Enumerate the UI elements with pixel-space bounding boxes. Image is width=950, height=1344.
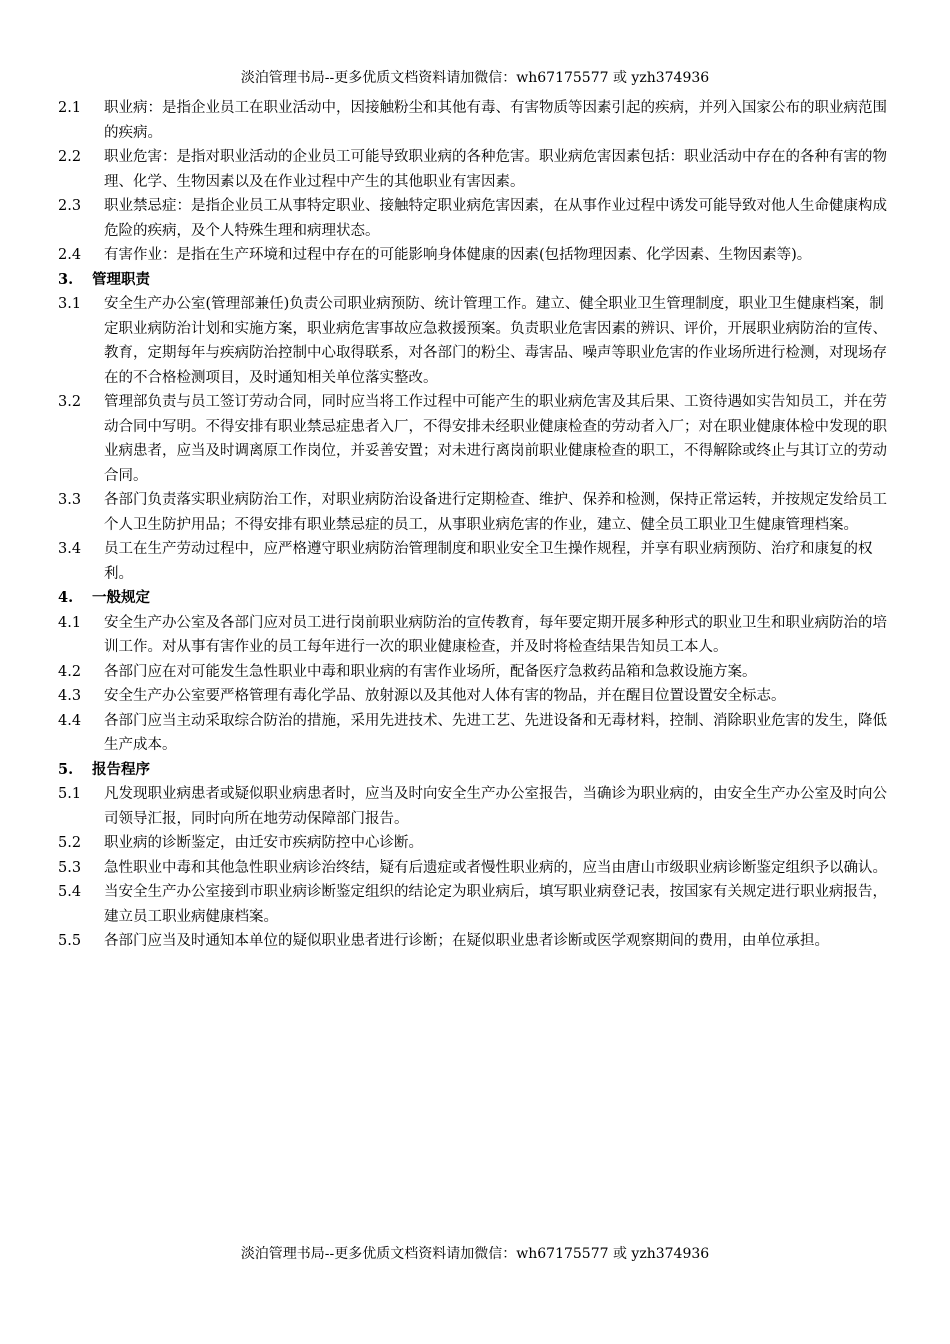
page-header: 淡泊管理书局--更多优质文档资料请加微信：wh67175577 或 yzh374936 <box>240 70 710 86</box>
clause-number: 3.2 <box>58 394 82 410</box>
document-body <box>58 96 894 954</box>
clause-item <box>58 856 894 881</box>
clause-item <box>58 537 894 586</box>
section-heading <box>58 758 894 783</box>
clause-text: 安全生产办公室(管理部兼任)负责公司职业病预防、统计管理工作。建立、健全职业卫生管理制度，职业卫生健康档案，制定职业病防治计划和实施方案，职业病危害事故应急救援预案。负责职业危害因素的辨识、评价，开展职业病防治的宣传、教育，定期每年与疾病防治控制中心取得联系，对各部门的粉尘、毒害品、噪声等职业危害的作业场所进行检测，对现场存在的不合格检测项目，及时通知相关单位落实整改。 <box>104 296 887 386</box>
clause-text: 各部门应当及时通知本单位的疑似职业患者进行诊断；在疑似职业患者诊断或医学观察期间的费用，由单位承担。 <box>104 933 829 949</box>
page-footer: 淡泊管理书局--更多优质文档资料请加微信：wh67175577 或 yzh374936 <box>240 1246 710 1262</box>
clause-number: 5.5 <box>58 933 82 949</box>
clause-item <box>58 611 894 660</box>
clause-text: 各部门应在对可能发生急性职业中毒和职业病的有害作业场所，配备医疗急救药品箱和急救设施方案。 <box>104 663 757 680</box>
clause-item <box>58 831 894 856</box>
clause-number: 2.1 <box>58 100 82 116</box>
clause-item <box>58 292 894 390</box>
clause-text: 职业禁忌症：是指企业员工从事特定职业、接触特定职业病危害因素，在从事作业过程中诱发可能导致对他人生命健康构成危险的疾病，及个人特殊生理和病理状态。 <box>104 198 887 239</box>
clause-item <box>58 929 894 954</box>
clause-item <box>58 684 894 709</box>
clause-item <box>58 390 894 488</box>
clause-number: 4.2 <box>58 663 82 680</box>
clause-text: 安全生产办公室及各部门应对员工进行岗前职业病防治的宣传教育，每年要定期开展多种形式的职业卫生和职业病防治的培训工作。对从事有害作业的员工每年进行一次的职业健康检查，并及时将检查结果告知员工本人。 <box>104 614 887 655</box>
clause-item <box>58 243 894 268</box>
section-heading <box>58 586 894 611</box>
clause-number: 4.4 <box>58 712 82 729</box>
clause-number: 2.4 <box>58 247 82 263</box>
clause-number: 4.3 <box>58 688 82 704</box>
clause-number: 2.3 <box>58 198 82 214</box>
clause-text: 职业病的诊断鉴定，由迁安市疾病防控中心诊断。 <box>104 835 423 851</box>
clause-item <box>58 96 894 145</box>
clause-number: 3.1 <box>58 296 82 312</box>
clause-item <box>58 194 894 243</box>
clause-number: 4.1 <box>58 614 82 631</box>
clause-text: 各部门应当主动采取综合防治的措施，采用先进技术、先进工艺、先进设备和无毒材料，控制、消除职业危害的发生，降低生产成本。 <box>104 712 887 753</box>
section-number: 3. <box>58 270 74 288</box>
clause-text: 凡发现职业病患者或疑似职业病患者时，应当及时向安全生产办公室报告，当确诊为职业病的，由安全生产办公室及时向公司领导汇报，同时向所在地劳动保障部门报告。 <box>104 786 887 827</box>
clause-number: 3.4 <box>58 541 82 557</box>
clause-item <box>58 488 894 537</box>
clause-text: 有害作业：是指在生产环境和过程中存在的可能影响身体健康的因素(包括物理因素、化学因素、生物因素等)。 <box>104 247 812 263</box>
clause-text: 职业危害：是指对职业活动的企业员工可能导致职业病的各种危害。职业病危害因素包括：职业活动中存在的各种有害的物理、化学、生物因素以及在作业过程中产生的其他职业有害因素。 <box>104 149 887 190</box>
clause-item <box>58 880 894 929</box>
clause-item <box>58 660 894 685</box>
section-title: 报告程序 <box>92 760 150 778</box>
clause-item <box>58 782 894 831</box>
clause-number: 5.4 <box>58 884 82 900</box>
clause-text: 安全生产办公室要严格管理有毒化学品、放射源以及其他对人体有害的物品，并在醒目位置设置安全标志。 <box>104 688 786 704</box>
clause-number: 2.2 <box>58 149 82 165</box>
clause-number: 3.3 <box>58 492 82 508</box>
clause-item <box>58 709 894 758</box>
clause-text: 当安全生产办公室接到市职业病诊断鉴定组织的结论定为职业病后，填写职业病登记表，按国家有关规定进行职业病报告，建立员工职业病健康档案。 <box>104 884 887 925</box>
clause-text: 各部门负责落实职业病防治工作，对职业病防治设备进行定期检查、维护、保养和检测，保持正常运转，并按规定发给员工个人卫生防护用品；不得安排有职业禁忌症的员工，从事职业病危害的作业，建立、健全员工职业卫生健康管理档案。 <box>104 492 887 533</box>
clause-text: 急性职业中毒和其他急性职业病诊治终结，疑有后遗症或者慢性职业病的，应当由唐山市级职业病诊断鉴定组织予以确认。 <box>104 859 887 876</box>
clause-number: 5.1 <box>58 786 82 802</box>
clause-text: 职业病：是指企业员工在职业活动中，因接触粉尘和其他有毒、有害物质等因素引起的疾病，并列入国家公布的职业病范围的疾病。 <box>104 100 887 141</box>
section-number: 5. <box>58 760 74 778</box>
section-heading <box>58 268 894 293</box>
clause-item <box>58 145 894 194</box>
clause-number: 5.3 <box>58 859 82 876</box>
section-title: 管理职责 <box>92 270 150 288</box>
clause-text: 员工在生产劳动过程中，应严格遵守职业病防治管理制度和职业安全卫生操作规程，并享有职业病预防、治疗和康复的权利。 <box>104 541 873 582</box>
section-title: 一般规定 <box>92 589 150 606</box>
section-number: 4. <box>58 589 74 606</box>
clause-number: 5.2 <box>58 835 82 851</box>
clause-text: 管理部负责与员工签订劳动合同，同时应当将工作过程中可能产生的职业病危害及其后果、工资待遇如实告知员工，并在劳动合同中写明。不得安排有职业禁忌症患者入厂，不得安排未经职业健康检查的劳动者入厂；对在职业健康体检中发现的职业病患者，应当及时调离原工作岗位，并妥善安置；对未进行离岗前职业健康检查的职工，不得解除或终止与其订立的劳动合同。 <box>104 394 887 484</box>
